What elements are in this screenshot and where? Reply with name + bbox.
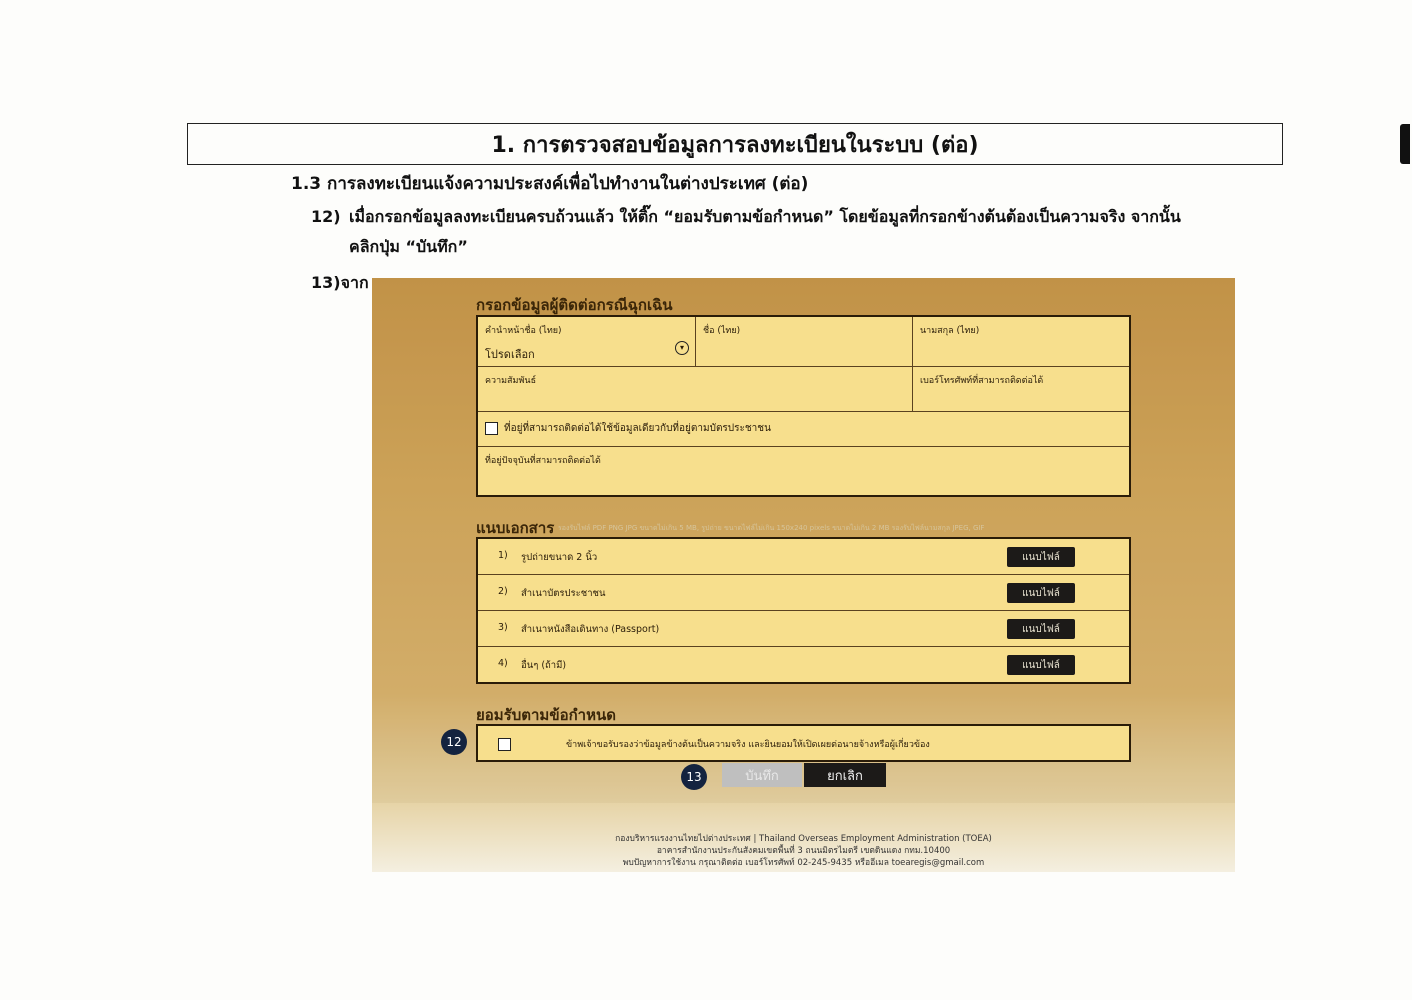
- same-address-label: ที่อยู่ที่สามารถติดต่อได้ใช้ข้อมูลเดียวกับที่อยู่ตามบัตรประชาชน: [504, 423, 771, 434]
- attachment-number: 3): [498, 622, 508, 633]
- attachment-label: อื่นๆ (ถ้ามี): [521, 660, 567, 671]
- attachment-number: 4): [498, 658, 508, 669]
- footer-line-2: อาคารสำนักงานประกันสังคมเขตพื้นที่ 3 ถนนมิตรไมตรี เขตดินแดง กทม.10400: [656, 846, 951, 856]
- same-address-row: [478, 412, 1129, 447]
- prefix-label: คำนำหน้าชื่อ (ไทย): [485, 326, 562, 336]
- section-heading: 1.3 การลงทะเบียนแจ้งความประสงค์เพื่อไปทำงานในต่างประเทศ (ต่อ): [291, 174, 809, 194]
- terms-checkbox[interactable]: [498, 738, 511, 751]
- attachment-row: [478, 611, 1129, 647]
- page-edge-mark: [1400, 124, 1410, 164]
- attachment-number: 1): [498, 550, 508, 561]
- step-12-line-1: เมื่อกรอกข้อมูลลงทะเบียนครบถ้วนแล้ว ให้ติ๊ก “ยอมรับตามข้อกำหนด” โดยข้อมูลที่กรอกข้างต้นต้องเป็นความจริง จากนั้น: [349, 207, 1181, 226]
- terms-box: [476, 724, 1131, 762]
- lastname-label: นามสกุล (ไทย): [920, 326, 980, 336]
- firstname-field[interactable]: [696, 317, 913, 367]
- attachment-row: [478, 647, 1129, 683]
- cancel-button[interactable]: ยกเลิก: [804, 763, 886, 787]
- attach-file-button[interactable]: แนบไฟล์: [1007, 655, 1075, 675]
- lastname-field[interactable]: [913, 317, 1129, 367]
- form-screenshot: [372, 278, 1235, 872]
- emergency-contact-grid: [476, 315, 1131, 497]
- save-button[interactable]: บันทึก: [722, 763, 802, 787]
- attachment-label: สำเนาหนังสือเดินทาง (Passport): [521, 624, 660, 635]
- firstname-label: ชื่อ (ไทย): [703, 326, 741, 336]
- step-13-badge: 13: [681, 764, 707, 790]
- site-footer: [372, 833, 1235, 869]
- prefix-value: โปรดเลือก: [485, 348, 535, 361]
- attach-file-button[interactable]: แนบไฟล์: [1007, 583, 1075, 603]
- phone-label: เบอร์โทรศัพท์ที่สามารถติดต่อได้: [920, 376, 1044, 386]
- relationship-label: ความสัมพันธ์: [485, 376, 537, 386]
- step-12-text: [311, 202, 1271, 262]
- attachment-number: 2): [498, 586, 508, 597]
- attachment-label: สำเนาบัตรประชาชน: [521, 588, 606, 599]
- attachment-row: [478, 539, 1129, 575]
- footer-line-1: กองบริหารแรงงานไทยไปต่างประเทศ | Thailand Overseas Employment Administration (TOEA): [615, 834, 992, 844]
- emergency-contact-title: กรอกข้อมูลผู้ติดต่อกรณีฉุกเฉิน: [476, 296, 673, 314]
- terms-title: ยอมรับตามข้อกำหนด: [476, 706, 616, 724]
- footer-line-3: พบปัญหาการใช้งาน กรุณาติดต่อ เบอร์โทรศัพท์ 02-245-9435 หรืออีเมล toearegis@gmail.com: [622, 858, 985, 868]
- step-12-number: 12): [311, 207, 341, 226]
- same-address-checkbox[interactable]: [485, 422, 498, 435]
- relationship-field[interactable]: [478, 367, 913, 412]
- current-address-label: ที่อยู่ปัจจุบันที่สามารถติดต่อได้: [485, 456, 601, 466]
- attachment-label: รูปถ่ายขนาด 2 นิ้ว: [521, 552, 598, 563]
- step-12-line-2: คลิกปุ่ม “บันทึก”: [349, 237, 468, 256]
- attach-file-button[interactable]: แนบไฟล์: [1007, 547, 1075, 567]
- phone-field[interactable]: [913, 367, 1129, 412]
- chevron-down-icon[interactable]: ▾: [675, 341, 689, 355]
- terms-text: ข้าพเจ้าขอรับรองว่าข้อมูลข้างต้นเป็นความจริง และยินยอมให้เปิดเผยต่อนายจ้างหรือผู้เกี่ยวข้อง: [566, 740, 930, 750]
- attach-file-button[interactable]: แนบไฟล์: [1007, 619, 1075, 639]
- page-title: 1. การตรวจสอบข้อมูลการลงทะเบียนในระบบ (ต่อ): [187, 123, 1283, 165]
- prefix-field[interactable]: [478, 317, 696, 367]
- current-address-field[interactable]: [478, 447, 1129, 495]
- attachments-grid: [476, 537, 1131, 684]
- step-13-text: 13)จาก: [311, 273, 369, 292]
- attachments-title: แนบเอกสาร: [476, 519, 555, 537]
- attachment-row: [478, 575, 1129, 611]
- attachments-note: รองรับไฟล์ PDF PNG JPG ขนาดไม่เกิน 5 MB, รูปถ่าย ขนาดไฟล์ไม่เกิน 150x240 pixels ขนาดไม่เกิน 2 MB รองรับไฟล์นามสกุล JPEG, GIF: [558, 524, 985, 532]
- step-12-badge: 12: [441, 729, 467, 755]
